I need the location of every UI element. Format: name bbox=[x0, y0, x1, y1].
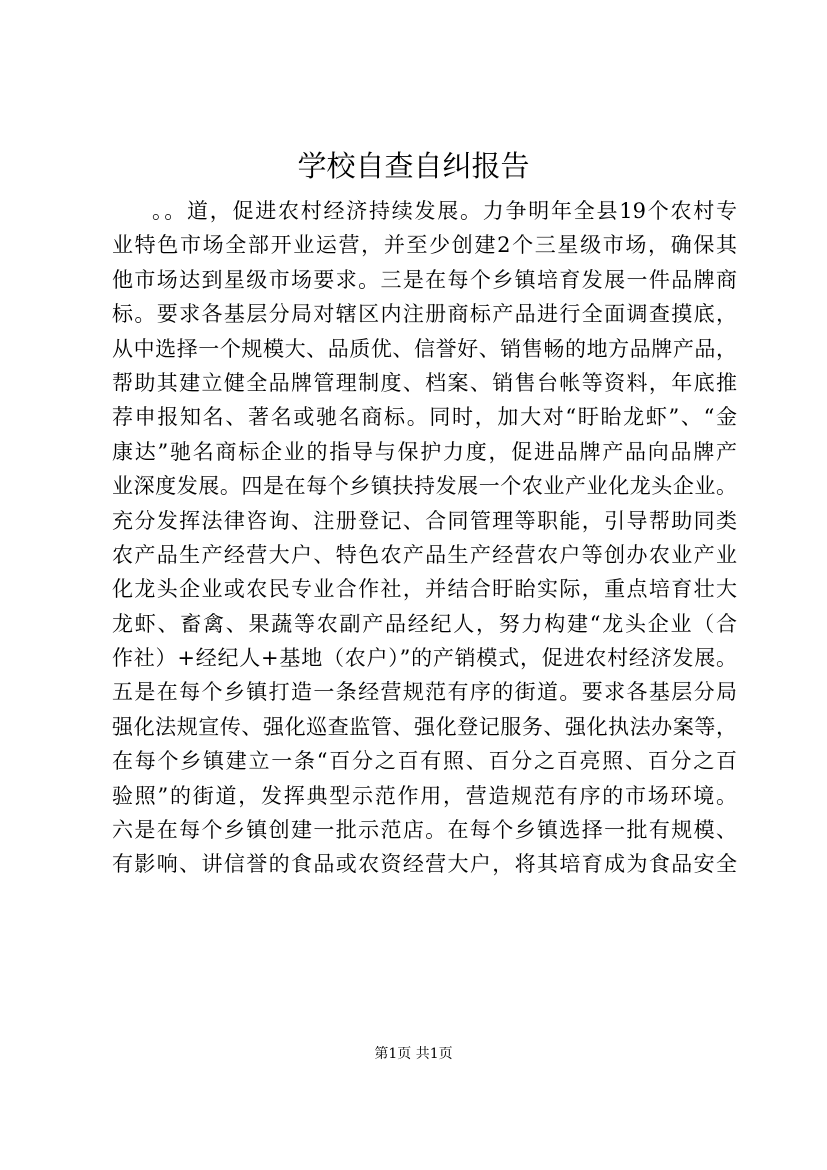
body-line-2: 业特色市场全部开业运营，并至少创建2个三星级市场，确保其 bbox=[112, 233, 737, 258]
document-body bbox=[112, 194, 737, 882]
body-line-7: 荐申报知名、著名或驰名商标。同时，加大对“盱眙龙虾”、“金 bbox=[112, 405, 737, 430]
page-number-footer: 第1页 共1页 bbox=[374, 1046, 453, 1062]
body-line-11: 农产品生产经营大户、特色农产品生产经营农户等创办农业产业 bbox=[112, 542, 737, 567]
body-line-14: 作社）+经纪人+基地（农户）”的产销模式，促进农村经济发展。 bbox=[112, 646, 737, 671]
body-line-10: 充分发挥法律咨询、注册登记、合同管理等职能，引导帮助同类 bbox=[112, 508, 737, 533]
body-line-6: 帮助其建立健全品牌管理制度、档案、销售台帐等资料，年底推 bbox=[112, 370, 737, 395]
body-line-9: 业深度发展。四是在每个乡镇扶持发展一个农业产业化龙头企业。 bbox=[112, 474, 737, 499]
document-title: 学校自查自纠报告 bbox=[297, 149, 530, 183]
body-line-5: 从中选择一个规模大、品质优、信誉好、销售畅的地方品牌产品， bbox=[112, 336, 737, 361]
body-line-4: 标。要求各基层分局对辖区内注册商标产品进行全面调查摸底， bbox=[112, 302, 737, 327]
body-line-12: 化龙头企业或农民专业合作社，并结合盱眙实际，重点培育壮大 bbox=[112, 577, 737, 602]
body-line-1: 。。道，促进农村经济持续发展。力争明年全县19个农村专 bbox=[152, 199, 737, 223]
body-line-3: 他市场达到星级市场要求。三是在每个乡镇培育发展一件品牌商 bbox=[112, 267, 737, 292]
body-line-19: 六是在每个乡镇创建一批示范店。在每个乡镇选择一批有规模、 bbox=[112, 818, 737, 843]
body-line-15: 五是在每个乡镇打造一条经营规范有序的街道。要求各基层分局 bbox=[112, 680, 737, 705]
body-line-17: 在每个乡镇建立一条“百分之百有照、百分之百亮照、百分之百 bbox=[112, 749, 737, 774]
body-line-13: 龙虾、畜禽、果蔬等农副产品经纪人，努力构建“龙头企业（合 bbox=[112, 611, 737, 636]
body-line-18: 验照”的街道，发挥典型示范作用，营造规范有序的市场环境。 bbox=[112, 783, 737, 808]
body-line-20: 有影响、讲信誉的食品或农资经营大户，将其培育成为食品安全 bbox=[112, 852, 737, 877]
body-line-8: 康达”驰名商标企业的指导与保护力度，促进品牌产品向品牌产 bbox=[112, 439, 737, 464]
body-line-16: 强化法规宣传、强化巡查监管、强化登记服务、强化执法办案等， bbox=[112, 714, 737, 739]
